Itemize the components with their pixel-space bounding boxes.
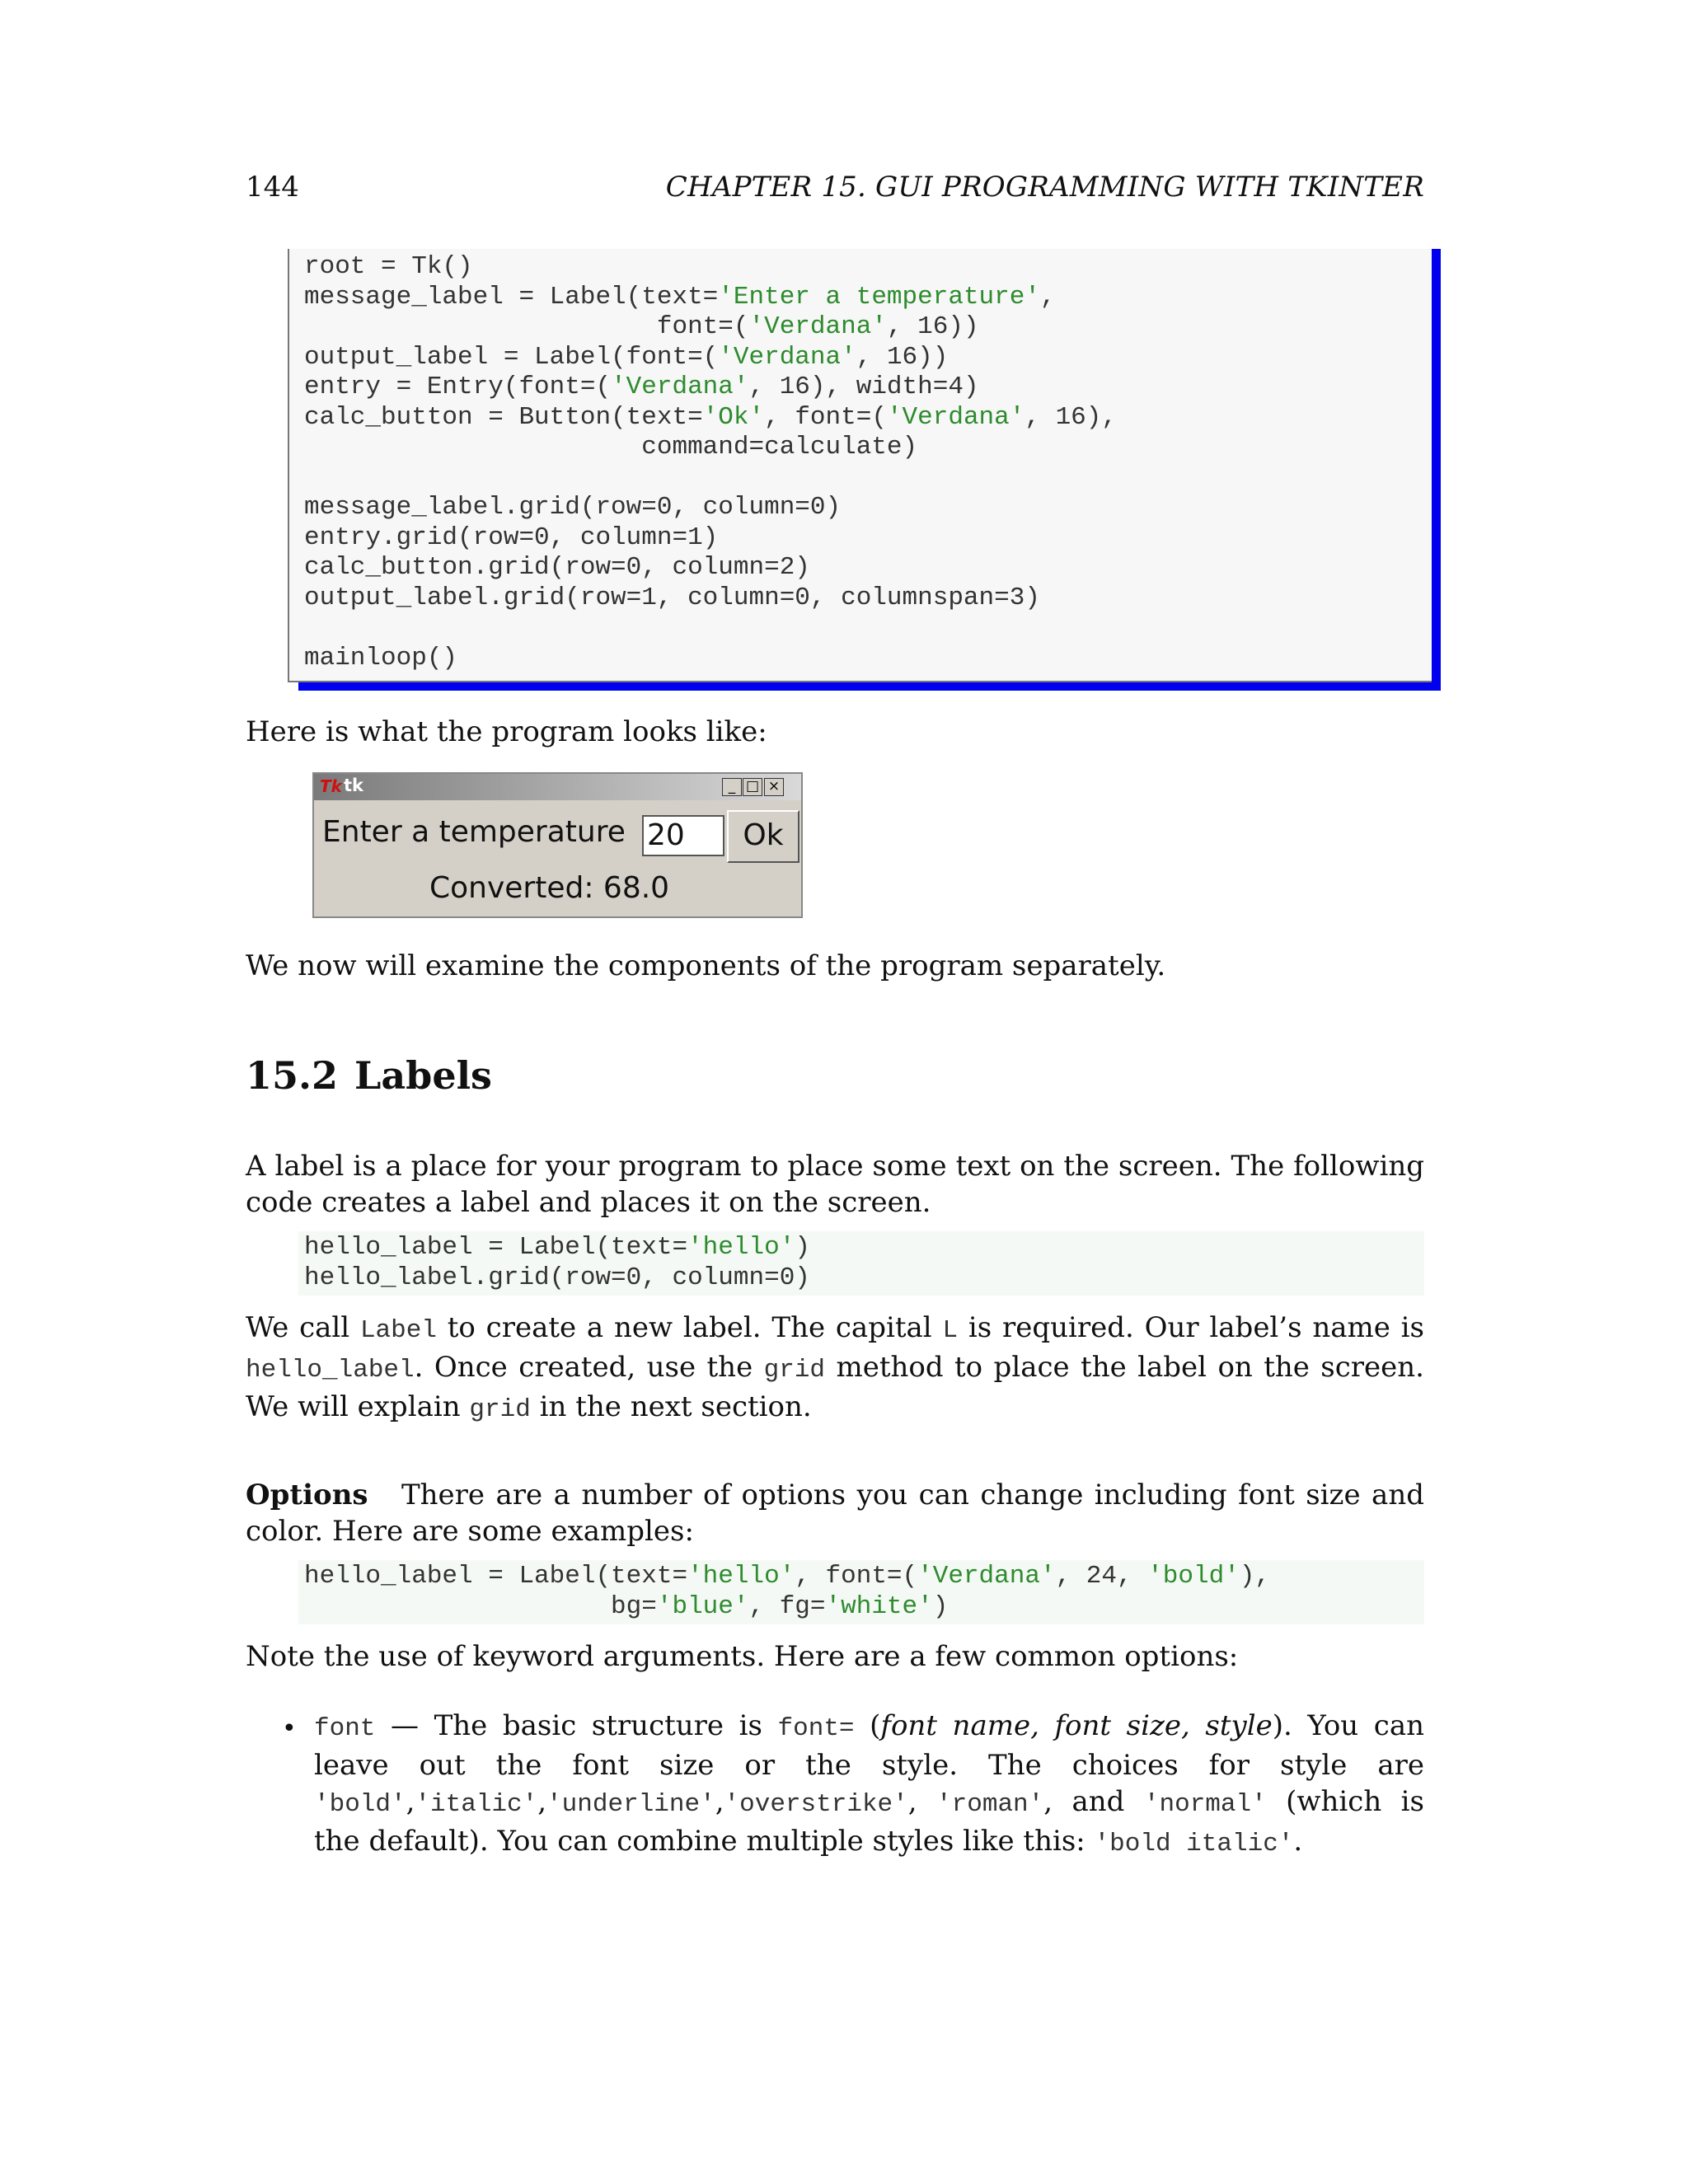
code-text: , font=( [764,402,887,432]
code-text: , 24, [1055,1562,1148,1591]
code-text: hello_label.grid(row=0, column=0) [304,1263,810,1292]
code-line [304,583,1117,614]
inline-code-label: Label [359,1316,437,1345]
separator: , [406,1785,415,1818]
code-line [304,343,1117,373]
code-text: calc_button = Button(text= [304,402,703,432]
code-text: root = Tk() [304,252,473,281]
text-run: — The basic structure is [375,1709,778,1742]
minimize-button[interactable]: _ [722,778,742,796]
code-string: 'Ok' [702,402,765,432]
text-run: ( [854,1709,881,1742]
style-normal: 'normal' [1143,1790,1267,1819]
maximize-button[interactable]: □ [743,778,762,796]
code-line [304,1263,810,1294]
code-text: , fg= [748,1591,826,1621]
code-block-3 [304,1562,1270,1622]
tk-message-label: Enter a temperature [322,815,626,849]
code-text: bg= [304,1591,657,1621]
code-string: 'white' [825,1591,933,1621]
code-string: 'Enter a temperature' [718,282,1040,312]
inline-code-grid: grid [469,1395,531,1424]
code-line [304,493,1117,523]
code-line [304,644,1117,674]
text-run: method to place the label on the screen. We will explain [246,1351,1424,1423]
text-run: We call [246,1311,360,1344]
code-text: message_label = Label(text= [304,282,719,312]
inline-code-font-eq: font= [777,1714,855,1743]
style-underline: 'underline' [546,1790,715,1819]
labels-paragraph: A label is a place for your program to place some text on the screen. The following code creates a label and places it on the screen. [246,1150,1424,1219]
code-text: , 16)) [886,312,979,341]
bullet-dot-icon: • [282,1714,297,1743]
code-text: calc_button.grid(row=0, column=2) [304,553,810,582]
code-text: output_label.grid(row=1, column=0, columnspan=3) [304,583,1040,612]
inline-code-font: font [314,1714,376,1743]
code-text: ), [1239,1562,1271,1591]
code-line [304,433,1117,463]
code-line [304,312,1117,343]
keyword-paragraph: Note the use of keyword arguments. Here are a few common options: [246,1640,1239,1673]
inline-code-capital-l: L [942,1316,959,1345]
code-line [304,1592,1270,1623]
code-string: 'Verdana' [748,312,887,341]
options-text: There are a number of options you can change including font size and color. Here are some examples: [246,1479,1424,1548]
code-text: entry = Entry(font=( [304,373,612,401]
tk-titlebar[interactable] [314,774,801,800]
call-paragraph [246,1310,1424,1428]
section-title: Labels [354,1053,492,1098]
code-string: 'Verdana' [917,1562,1056,1591]
code-text: hello_label = Label(text= [304,1562,688,1591]
text-run: to create a new label. The capital [436,1311,943,1344]
code-text: mainloop() [304,643,458,673]
italic-text: font name, font size, style [880,1709,1273,1742]
code-text: font=( [304,312,749,341]
code-block-1 [304,252,1117,673]
style-bold-italic: 'bold italic' [1094,1830,1294,1858]
code-string: 'hello' [687,1562,795,1591]
text-run: in the next section. [530,1390,812,1423]
text-run: . [1293,1825,1303,1858]
tk-window-title: tk [344,776,364,795]
style-bold: 'bold' [314,1790,406,1819]
tk-ok-button[interactable]: Ok [727,810,799,863]
code-text: , 16)) [856,342,949,372]
code-line [304,613,1117,644]
code-line [304,252,1117,283]
code-line [304,463,1117,494]
code-text: hello_label = Label(text= [304,1233,688,1262]
examine-text: We now will examine the components of the program separately. [246,949,1166,982]
code-text: command=calculate) [304,433,918,462]
code-string: 'Verdana' [718,342,856,372]
code-text: entry.grid(row=0, column=1) [304,523,719,552]
code-line [304,1233,810,1263]
code-text: , [1039,282,1056,312]
code-string: 'Verdana' [886,402,1025,432]
inline-code-grid: grid [763,1356,826,1385]
close-button[interactable]: × [764,778,784,796]
chapter-header: CHAPTER 15. GUI PROGRAMMING WITH TKINTER [665,171,1424,204]
tk-output-label: Converted: 68.0 [429,871,670,905]
code-line [304,283,1117,313]
section-number: 15.2 [246,1053,339,1098]
text-run: is required. Our label’s name is [958,1311,1424,1344]
code-text: output_label = Label(font=( [304,342,719,372]
options-heading: Options [246,1479,368,1511]
code-text: ) [932,1591,949,1621]
tk-logo-icon: Tk [320,776,342,796]
code-string: 'bold' [1147,1562,1240,1591]
code-block-2 [304,1233,810,1293]
separator: , [537,1785,547,1818]
separator: , [907,1785,937,1818]
style-overstrike: 'overstrike' [724,1790,908,1819]
style-italic: 'italic' [415,1790,538,1819]
code-text: ) [795,1233,810,1262]
code-text: , font=( [795,1562,918,1591]
inline-code-hello-label: hello_label [246,1356,415,1385]
bullet-font-option [314,1708,1424,1863]
code-text: , 16), [1025,402,1117,432]
code-line [304,1562,1270,1592]
code-text: message_label.grid(row=0, column=0) [304,493,842,522]
tk-window [312,772,803,918]
code-line [304,403,1117,434]
code-string: 'Verdana' [611,373,749,401]
page-number: 144 [246,171,299,204]
code-text: , 16), width=4) [748,373,979,401]
tk-temperature-entry[interactable]: 20 [642,815,724,856]
text-run: ). You can leave out the font size or the style. The choices for style are [314,1709,1424,1782]
text-run: (which is the default). You can combine multiple styles like this: [314,1785,1424,1858]
style-roman: 'roman' [936,1790,1044,1819]
separator: , [715,1785,724,1818]
code-string: 'hello' [687,1233,795,1262]
text-run: , and [1043,1785,1144,1818]
code-line [304,523,1117,554]
options-paragraph [246,1477,1424,1549]
text-run: . Once created, use the [414,1351,764,1384]
intro-text: Here is what the program looks like: [246,715,767,748]
code-line [304,553,1117,583]
code-string: 'blue' [656,1591,749,1621]
code-line [304,373,1117,403]
